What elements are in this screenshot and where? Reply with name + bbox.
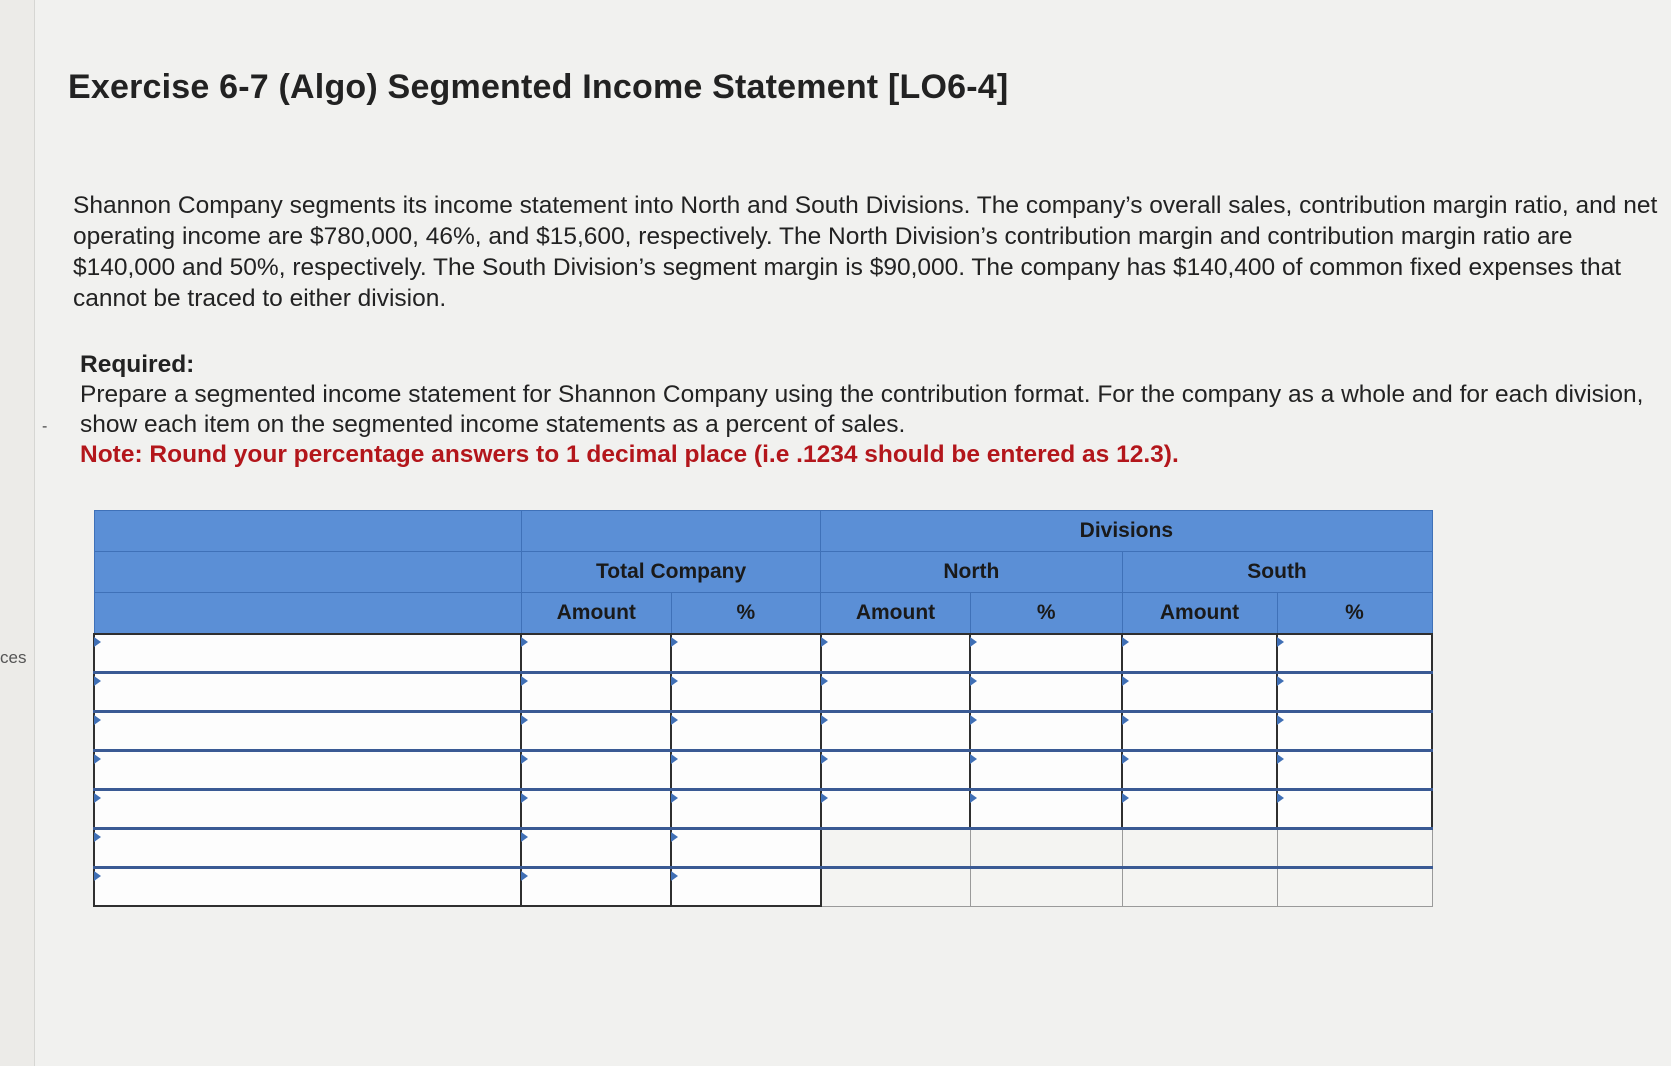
total-percent-input[interactable] — [671, 790, 821, 829]
total-amount-input[interactable] — [521, 673, 671, 712]
north-amount-input[interactable] — [821, 634, 971, 673]
total-amount-input[interactable] — [521, 868, 671, 907]
segmented-income-table — [93, 510, 1433, 907]
row-label-input[interactable] — [94, 868, 521, 907]
north-percent-input[interactable] — [970, 712, 1122, 751]
sidebar-edge — [0, 0, 35, 1066]
total-amount-input[interactable] — [521, 829, 671, 868]
south-percent-cell — [1277, 829, 1432, 868]
south-amount-input[interactable] — [1122, 673, 1277, 712]
required-section — [80, 350, 1650, 470]
header-south-percent: % — [1277, 593, 1432, 635]
total-percent-input[interactable] — [671, 712, 821, 751]
table-row — [94, 829, 1432, 868]
table-row — [94, 634, 1432, 673]
table-row — [94, 868, 1432, 907]
page-title: Exercise 6-7 (Algo) Segmented Income Statement [LO6-4] — [68, 68, 1009, 106]
divider-mark: - — [42, 418, 48, 435]
header-label-col — [94, 593, 521, 635]
total-percent-input[interactable] — [671, 751, 821, 790]
north-percent-input[interactable] — [970, 634, 1122, 673]
north-percent-cell — [970, 868, 1122, 907]
south-percent-input[interactable] — [1277, 712, 1432, 751]
south-amount-input[interactable] — [1122, 751, 1277, 790]
header-total-company: Total Company — [521, 552, 820, 593]
north-amount-input[interactable] — [821, 790, 971, 829]
south-amount-input[interactable] — [1122, 790, 1277, 829]
south-percent-input[interactable] — [1277, 634, 1432, 673]
total-amount-input[interactable] — [521, 751, 671, 790]
north-amount-input[interactable] — [821, 673, 971, 712]
north-amount-cell — [821, 868, 971, 907]
row-label-input[interactable] — [94, 829, 521, 868]
header-north: North — [821, 552, 1122, 593]
problem-description: Shannon Company segments its income statement into North and South Divisions. The company’s overall sales, contribution margin ratio, and net operating income are $780,000, 46%, and $15,600, respectively. The North Division’s contribution margin and contribution margin ratio are $140,000 and 50%, respectively. The South Division’s segment margin is $90,000. The company has $140,400 of common fixed expenses that cannot be traced to either division. — [73, 192, 1658, 312]
row-label-input[interactable] — [94, 673, 521, 712]
header-divisions: Divisions — [821, 511, 1432, 552]
south-percent-input[interactable] — [1277, 673, 1432, 712]
header-total-percent: % — [671, 593, 821, 635]
required-heading: Required: — [80, 351, 195, 378]
south-percent-input[interactable] — [1277, 751, 1432, 790]
table-row — [94, 673, 1432, 712]
table-row — [94, 790, 1432, 829]
header-blank-2 — [94, 552, 521, 593]
row-label-input[interactable] — [94, 751, 521, 790]
table-row — [94, 712, 1432, 751]
row-label-input[interactable] — [94, 634, 521, 673]
south-percent-input[interactable] — [1277, 790, 1432, 829]
total-amount-input[interactable] — [521, 790, 671, 829]
sidebar-label[interactable]: ces — [0, 648, 27, 667]
total-percent-input[interactable] — [671, 829, 821, 868]
total-percent-input[interactable] — [671, 673, 821, 712]
rounding-note: Note: Round your percentage answers to 1 decimal place (i.e .1234 should be entered as 12.3). — [80, 441, 1179, 468]
row-label-input[interactable] — [94, 790, 521, 829]
header-south: South — [1122, 552, 1432, 593]
header-blank-total — [521, 511, 820, 552]
south-amount-cell — [1122, 868, 1277, 907]
north-amount-input[interactable] — [821, 712, 971, 751]
header-total-amount: Amount — [521, 593, 671, 635]
required-text: Prepare a segmented income statement for Shannon Company using the contribution format. For the company as a whole and for each division, show each item on the segmented income statements as a percent of sales. — [80, 381, 1644, 438]
south-amount-input[interactable] — [1122, 634, 1277, 673]
south-amount-input[interactable] — [1122, 712, 1277, 751]
header-south-amount: Amount — [1122, 593, 1277, 635]
north-percent-input[interactable] — [970, 673, 1122, 712]
north-amount-input[interactable] — [821, 751, 971, 790]
north-percent-cell — [970, 829, 1122, 868]
south-percent-cell — [1277, 868, 1432, 907]
total-percent-input[interactable] — [671, 634, 821, 673]
total-percent-input[interactable] — [671, 868, 821, 907]
south-amount-cell — [1122, 829, 1277, 868]
row-label-input[interactable] — [94, 712, 521, 751]
header-blank — [94, 511, 521, 552]
total-amount-input[interactable] — [521, 712, 671, 751]
north-percent-input[interactable] — [970, 751, 1122, 790]
header-north-percent: % — [970, 593, 1122, 635]
total-amount-input[interactable] — [521, 634, 671, 673]
north-percent-input[interactable] — [970, 790, 1122, 829]
table-row — [94, 751, 1432, 790]
header-north-amount: Amount — [821, 593, 971, 635]
north-amount-cell — [821, 829, 971, 868]
